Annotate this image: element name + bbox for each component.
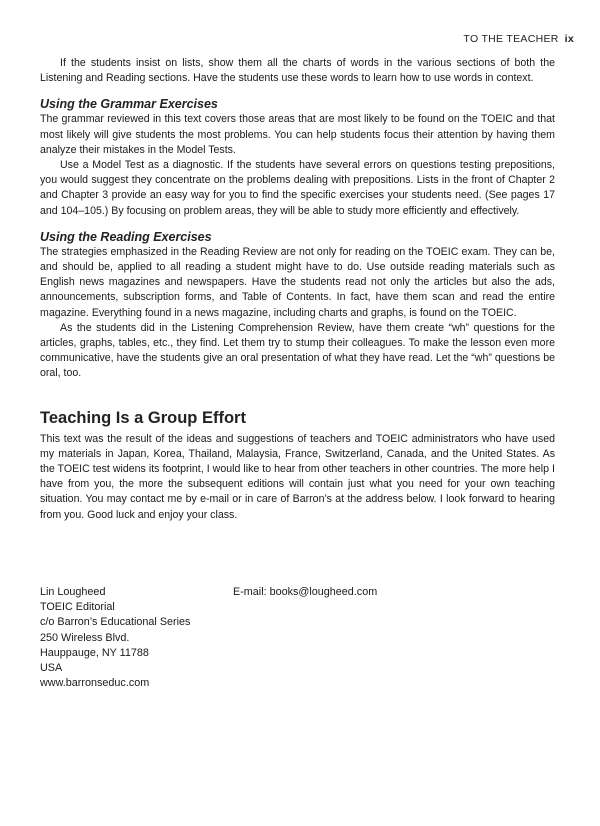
grammar-heading: Using the Grammar Exercises bbox=[40, 97, 218, 112]
header-section-title: TO THE TEACHER bbox=[463, 33, 559, 45]
mailing-address bbox=[40, 585, 190, 691]
page-body bbox=[40, 56, 555, 523]
group-effort-paragraph: This text was the result of the ideas and suggestions of teachers and TOEIC administrators who have used my materials in Japan, Korea, Thailand, Malaysia, France, Switzerland, Canada, and the United States. As the TOEIC test widens its footprint, I would like to hear from other teachers in other countries. The more help I have from you, the more the subsequent editions will contain just what you need for your own teaching situation. You may contact me by e-mail or in care of Barron’s at the address below. I look forward to hearing from you. Good luck and enjoy your class. bbox=[40, 432, 555, 521]
address-line-street: 250 Wireless Blvd. bbox=[40, 631, 130, 644]
page-number: ix bbox=[564, 33, 574, 45]
contact-email: E-mail: books@lougheed.com bbox=[233, 586, 378, 598]
reading-heading: Using the Reading Exercises bbox=[40, 229, 212, 244]
address-line-name: Lin Lougheed bbox=[40, 586, 106, 598]
running-header bbox=[463, 33, 574, 45]
address-line-dept: TOEIC Editorial bbox=[40, 601, 115, 614]
address-line-city: Hauppauge, NY 11788 bbox=[40, 646, 149, 659]
address-line-website: www.barronseduc.com bbox=[40, 677, 150, 690]
grammar-paragraph-1: The grammar reviewed in this text covers those areas that are most likely to be found on the TOEIC and that most likely will give students the most problems. You can help students focus their attention by having them analyze their mistakes in the Model Tests. bbox=[40, 113, 555, 156]
address-line-country: USA bbox=[40, 662, 63, 675]
address-line-company: c/o Barron’s Educational Series bbox=[40, 616, 191, 629]
grammar-paragraph-2: Use a Model Test as a diagnostic. If the students have several errors on questions testing prepositions, you would suggest they concentrate on the problems dealing with prepositions. Lists in the front of Chapter 2 and Chapter 3 provide an easy way for you to find the specific exercises your students need. (See pages 17 and 104–105.) By focusing on problem areas, they will be able to study more efficiently and effectively. bbox=[40, 159, 555, 217]
intro-paragraph: If the students insist on lists, show them all the charts of words in the various sections of both the Listening and Reading sections. Have the students use these words to learn how to use words in context. bbox=[40, 57, 555, 85]
reading-paragraph-2: As the students did in the Listening Comprehension Review, have them create “wh” questions for the articles, graphs, tables, etc., they find. Let them try to stump their colleagues. To make the lesson even more communicative, have the students give an oral presentation of what they have read. Let the “wh” questions be oral, too. bbox=[40, 321, 555, 380]
group-effort-heading: Teaching Is a Group Effort bbox=[40, 408, 246, 427]
reading-paragraph-1: The strategies emphasized in the Reading Review are not only for reading on the TOEIC exam. They can be, and should be, applied to all reading a student might have to do. Use outside reading materials such as English news magazines and newspapers. Have the students read not only the articles but also the ads, announcements, subscription forms, and Table of Contents. In fact, have them scan and read the entire magazine. Everything found in a news magazine, including charts and graphs, is found on the TOEIC. bbox=[40, 245, 555, 319]
